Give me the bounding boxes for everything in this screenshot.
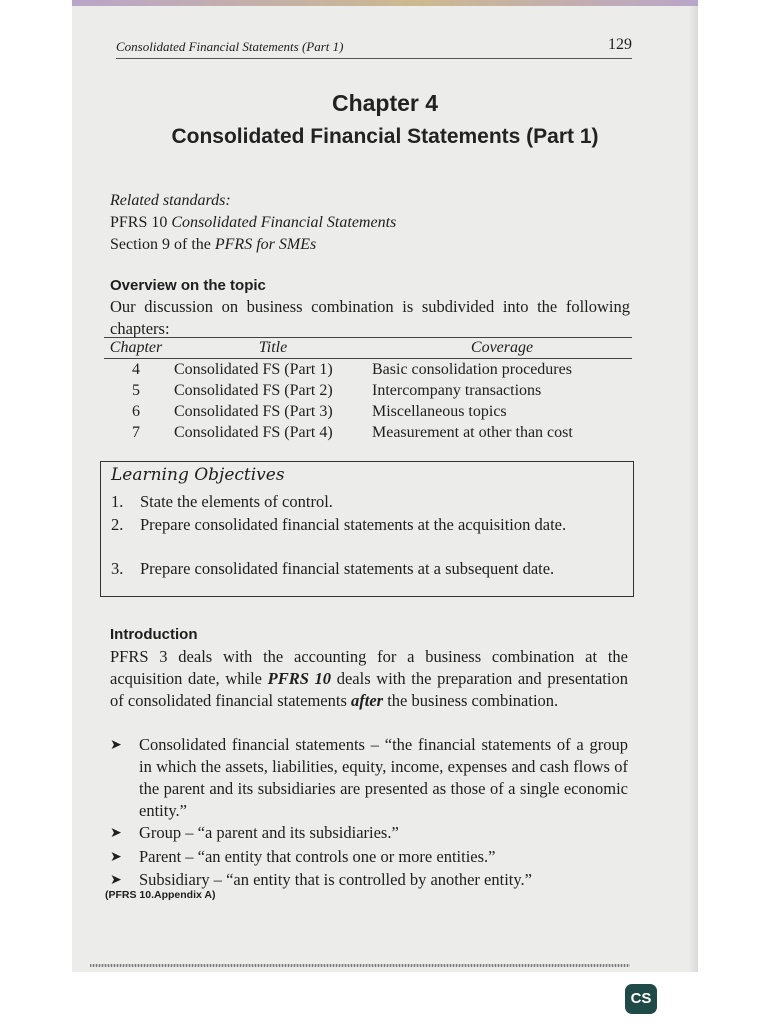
objective-item (111, 514, 629, 536)
table-row (104, 422, 632, 443)
intro-text-1: PFRS 3 deals with the accounting for a business combination at the acquisition date, while (110, 647, 628, 688)
header-coverage: Coverage (372, 338, 632, 359)
book-page (72, 6, 698, 972)
pfrs10-prefix: PFRS 10 (110, 214, 172, 231)
cell-chapter: 7 (132, 424, 140, 441)
smes-title: PFRS for SMEs (214, 236, 317, 253)
chapter-table-header (104, 338, 632, 359)
cell-coverage: Miscellaneous topics (372, 403, 507, 420)
table-row (104, 401, 632, 422)
cell-title: Consolidated FS (Part 2) (174, 382, 333, 399)
cell-title: Consolidated FS (Part 3) (174, 403, 333, 420)
related-standards (110, 190, 396, 256)
running-header (116, 36, 632, 59)
cell-chapter: 6 (132, 403, 140, 420)
page-bottom-edge (90, 964, 630, 967)
running-header-title: Consolidated Financial Statements (Part 1) (116, 39, 344, 54)
objective-text: Prepare consolidated financial statements at a subsequent date. (140, 559, 555, 578)
learning-objectives-box (100, 461, 634, 597)
citation: (PFRS 10.Appendix A) (105, 889, 216, 901)
intro-text-3: the business combination. (383, 691, 559, 710)
cell-coverage: Intercompany transactions (372, 382, 542, 399)
arrow-bullet-icon: ➤ (110, 872, 122, 888)
definition-bullet (110, 734, 628, 822)
related-standard-pfrs10 (110, 212, 396, 234)
objective-number: 2. (111, 515, 124, 534)
table-row (104, 380, 632, 401)
bullet-text: Consolidated financial statements – “the financial statements of a group in which the assets, liabilities, equity, income, expenses and cash flows of the parent and its subsidiaries are presented as those of a single economic entity.” (139, 735, 628, 820)
header-title: Title (168, 338, 372, 359)
cell-coverage: Measurement at other than cost (372, 424, 573, 441)
chapter-title: Consolidated Financial Statements (Part 1) (171, 125, 599, 148)
arrow-bullet-icon: ➤ (110, 825, 122, 841)
chapter-table (104, 337, 632, 443)
definition-bullet (110, 869, 628, 891)
learning-objectives-heading: Learning Objectives (111, 465, 285, 485)
overview-heading: Overview on the topic (110, 277, 266, 294)
intro-after: after (351, 691, 384, 710)
cell-coverage: Basic consolidation procedures (372, 361, 572, 378)
introduction-paragraph (110, 646, 628, 712)
overview-text: Our discussion on business combination is subdivided into the following chapters: (110, 297, 630, 338)
objective-text: State the elements of control. (140, 492, 333, 511)
related-standard-smes (110, 234, 396, 256)
cell-chapter: 4 (132, 361, 140, 378)
page-number: 129 (608, 36, 632, 53)
cell-chapter: 5 (132, 382, 140, 399)
cell-title: Consolidated FS (Part 1) (174, 361, 333, 378)
smes-prefix: Section 9 of the (110, 236, 215, 253)
table-row (104, 359, 632, 381)
objective-number: 3. (111, 559, 124, 578)
pfrs10-title: Consolidated Financial Statements (171, 214, 397, 231)
cell-title: Consolidated FS (Part 4) (174, 424, 333, 441)
page-shadow (688, 6, 698, 972)
bullet-text: Group – “a parent and its subsidiaries.” (139, 823, 399, 842)
intro-pfrs10: PFRS 10 (267, 669, 332, 688)
objective-item (111, 491, 629, 513)
definition-bullet (110, 822, 628, 844)
camscanner-badge: CS (625, 984, 657, 1014)
definition-bullet (110, 846, 628, 868)
arrow-bullet-icon: ➤ (110, 849, 122, 865)
objective-text: Prepare consolidated financial statements at the acquisition date. (140, 515, 567, 534)
objective-item (111, 558, 629, 580)
intro-text-2: deals with the preparation and presentation of consolidated financial statements (110, 669, 628, 710)
arrow-bullet-icon: ➤ (110, 737, 122, 753)
bullet-text: Subsidiary – “an entity that is controlled by another entity.” (139, 870, 533, 889)
header-chapter: Chapter (104, 338, 168, 359)
related-standards-label: Related standards: (110, 192, 231, 209)
chapter-number: Chapter 4 (331, 90, 439, 116)
introduction-heading: Introduction (110, 626, 198, 643)
bullet-text: Parent – “an entity that controls one or more entities.” (139, 847, 496, 866)
objective-number: 1. (111, 492, 124, 511)
